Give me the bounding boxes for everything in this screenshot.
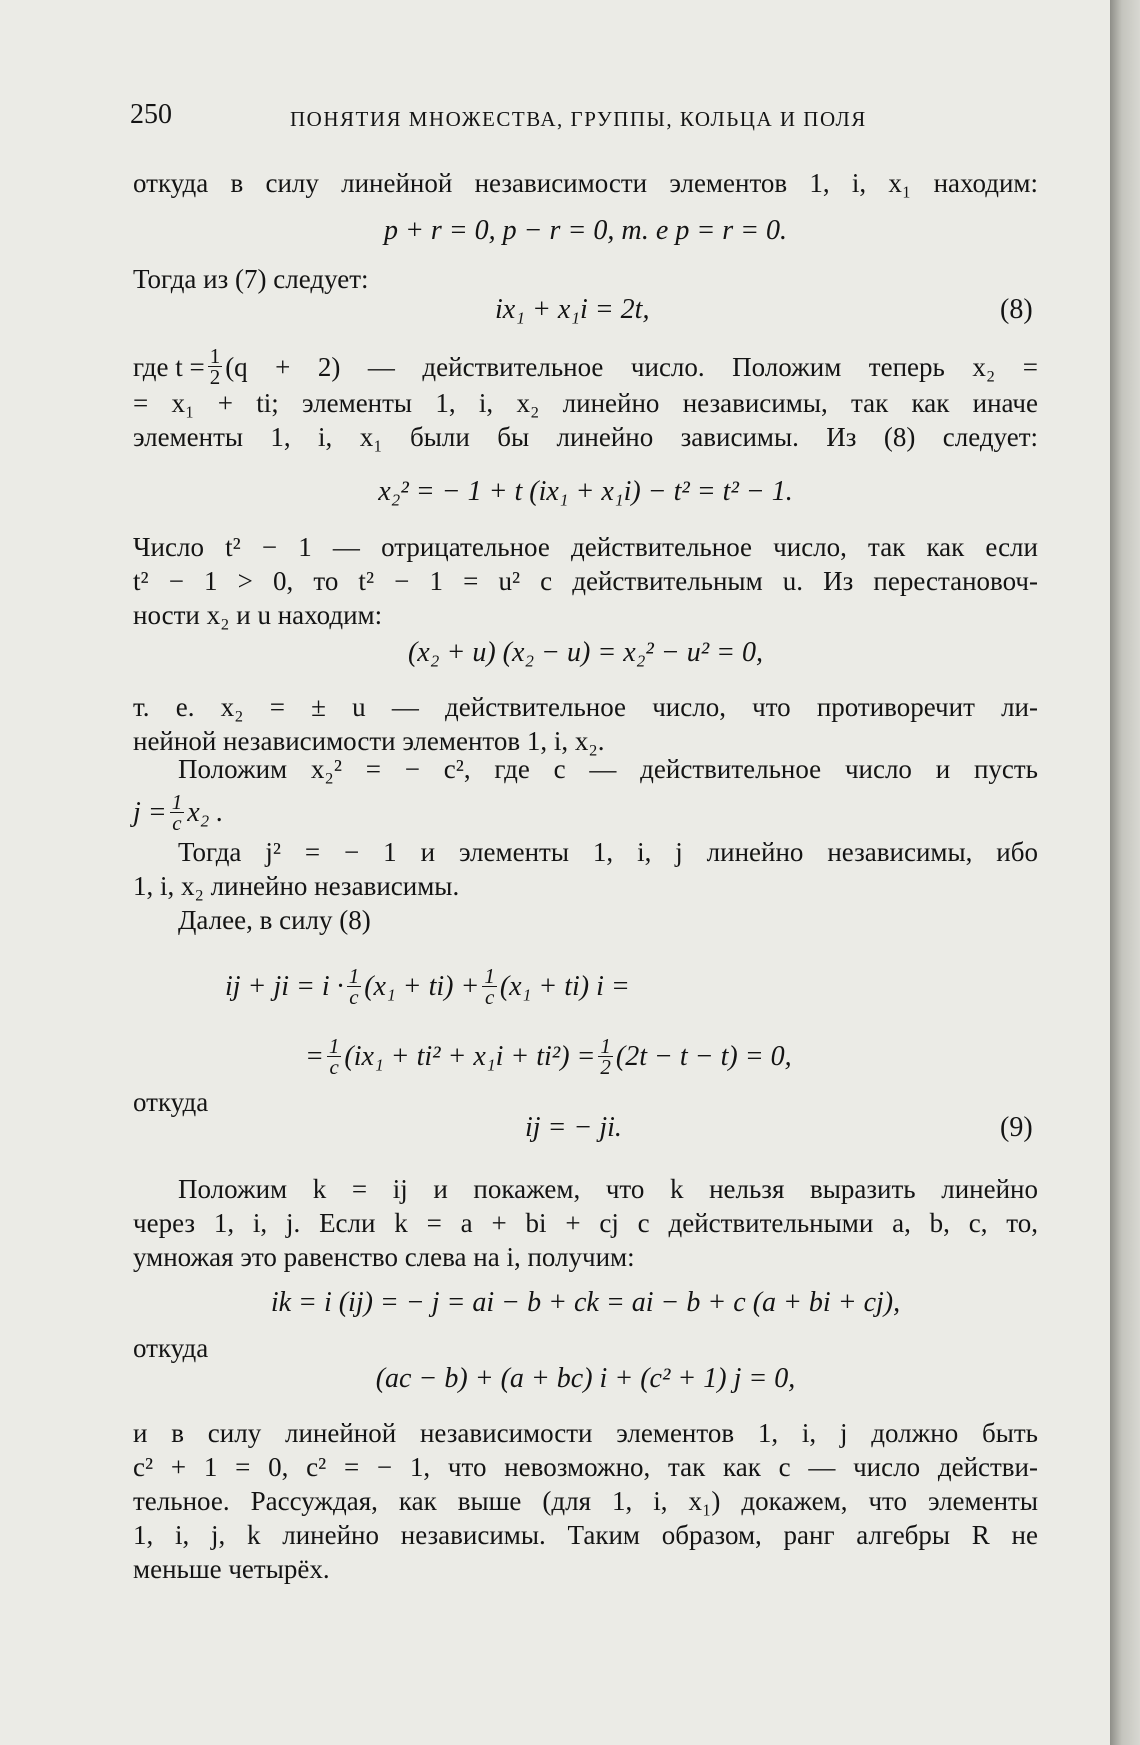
fraction-denominator: c — [484, 985, 495, 1009]
text-line-17: Положим k = ij и покажем, что k нельзя выразить линейно — [178, 1174, 1038, 1204]
formula-continuation — [305, 1036, 792, 1077]
fraction-numerator: 1 — [484, 964, 495, 988]
fraction-denominator: 2 — [209, 365, 221, 389]
text-line-1: откуда в силу линейной независимости элементов 1, i, x₁ находим: — [133, 168, 1038, 198]
formula-p-r: p + r = 0, p − r = 0, т. е p = r = 0. — [383, 215, 788, 246]
formula-difference-squares: (x₂ + u) (x₂ − u) = x₂² − u² = 0, — [407, 637, 764, 668]
fraction-numerator: 1 — [600, 1034, 611, 1058]
text-line-7: t² − 1 > 0, то t² − 1 = u² с действительным u. Из перестановоч- — [133, 566, 1038, 596]
fraction-one-over-c — [170, 792, 185, 833]
text-line-21: и в силу линейной независимости элементов 1, i, j должно быть — [133, 1418, 1038, 1448]
fraction-denominator: 2 — [600, 1055, 611, 1079]
text-line-3 — [133, 346, 1038, 387]
formula-part: (ix₁ + ti² + x₁i + ti²) = — [344, 1040, 596, 1072]
text-line-10: нейной независимости элементов 1, i, x₂. — [133, 726, 605, 756]
text-line-2: Тогда из (7) следует: — [133, 264, 369, 294]
formula-j-definition — [133, 792, 223, 833]
formula-x2-squared: x₂² = − 1 + t (ix₁ + x₁i) − t² = t² − 1. — [378, 476, 793, 507]
fraction-one-half — [598, 1036, 613, 1077]
text-line-14: 1, i, x₂ линейно независимы. — [133, 871, 460, 901]
text-line-19: умножая это равенство слева на i, получим: — [133, 1242, 635, 1272]
fraction-denominator: c — [172, 811, 182, 835]
formula-part: = — [305, 1040, 324, 1072]
fraction-one-over-c — [482, 966, 497, 1007]
formula-j-lhs: j = — [133, 796, 167, 828]
formula-part: (x₁ + ti) i = — [499, 970, 630, 1002]
page-edge-shadow — [1110, 0, 1140, 1745]
text-line-9: т. е. x₂ = ± u — действительное число, что противоречит ли- — [133, 692, 1038, 722]
running-title: ПОНЯТИЯ МНОЖЕСТВА, ГРУППЫ, КОЛЬЦА И ПОЛЯ — [290, 107, 867, 131]
fraction-denominator: c — [349, 985, 359, 1009]
formula-ik: ik = i (ij) = − j = ai − b + ck = ai − b + c (a + bi + cj), — [270, 1287, 901, 1318]
text-line-23: тельное. Рассуждая, как выше (для 1, i, x₁) докажем, что элементы — [133, 1486, 1038, 1516]
formula-9: ij = − ji. — [525, 1112, 622, 1143]
text-line-4: = x₁ + ti; элементы 1, i, x₂ линейно независимы, так как иначе — [133, 388, 1038, 418]
formula-part: (2t − t − t) = 0, — [615, 1040, 792, 1072]
formula-linear-combination: (ac − b) + (a + bc) i + (c² + 1) j = 0, — [375, 1363, 796, 1394]
text-line-6: Число t² − 1 — отрицательное действительное число, так как если — [133, 532, 1038, 562]
text-line-13: Тогда j² = − 1 и элементы 1, i, j линейно независимы, ибо — [178, 837, 1038, 867]
fraction-numerator: 1 — [348, 964, 360, 988]
equation-number-9: (9) — [1000, 1112, 1033, 1143]
formula-j-rhs: x₂ . — [187, 796, 224, 828]
fraction-numerator: 1 — [171, 790, 183, 814]
equation-number-8: (8) — [1000, 294, 1033, 325]
text-line-11: Положим x₂² = − c², где c — действительное число и пусть — [178, 754, 1038, 784]
text-line-5: элементы 1, i, x₁ были бы линейно зависимы. Из (8) следует: — [133, 422, 1038, 452]
formula-part: (x₁ + ti) + — [364, 970, 480, 1002]
fraction-denominator: c — [329, 1055, 339, 1079]
text-line-8: ности x₂ и u находим: — [133, 600, 383, 630]
text-line-16: откуда — [133, 1087, 209, 1117]
text-line-22: c² + 1 = 0, c² = − 1, что невозможно, так как c — число действи- — [133, 1452, 1038, 1482]
fraction-one-over-c — [327, 1036, 342, 1077]
formula-ij-plus-ji — [225, 966, 630, 1007]
fraction-numerator: 1 — [328, 1034, 340, 1058]
text-line-3-start: где t = — [133, 351, 205, 382]
formula-part: ij + ji = i · — [225, 970, 344, 1002]
text-line-15: Далее, в силу (8) — [178, 905, 371, 935]
text-line-3-end: (q + 2) — действительное число. Положим теперь x₂ = — [225, 351, 1038, 382]
text-line-20: откуда — [133, 1333, 209, 1363]
page-number: 250 — [130, 99, 172, 130]
formula-8: ix₁ + x₁i = 2t, — [495, 294, 650, 325]
text-line-25: меньше четырёх. — [133, 1554, 330, 1584]
text-line-24: 1, i, j, k линейно независимы. Таким образом, ранг алгебры R не — [133, 1520, 1038, 1550]
fraction-numerator: 1 — [209, 344, 221, 368]
fraction-one-half — [208, 346, 223, 387]
text-line-18: через 1, i, j. Если k = a + bi + cj с действительными a, b, c, то, — [133, 1208, 1038, 1238]
fraction-one-over-c — [347, 966, 362, 1007]
